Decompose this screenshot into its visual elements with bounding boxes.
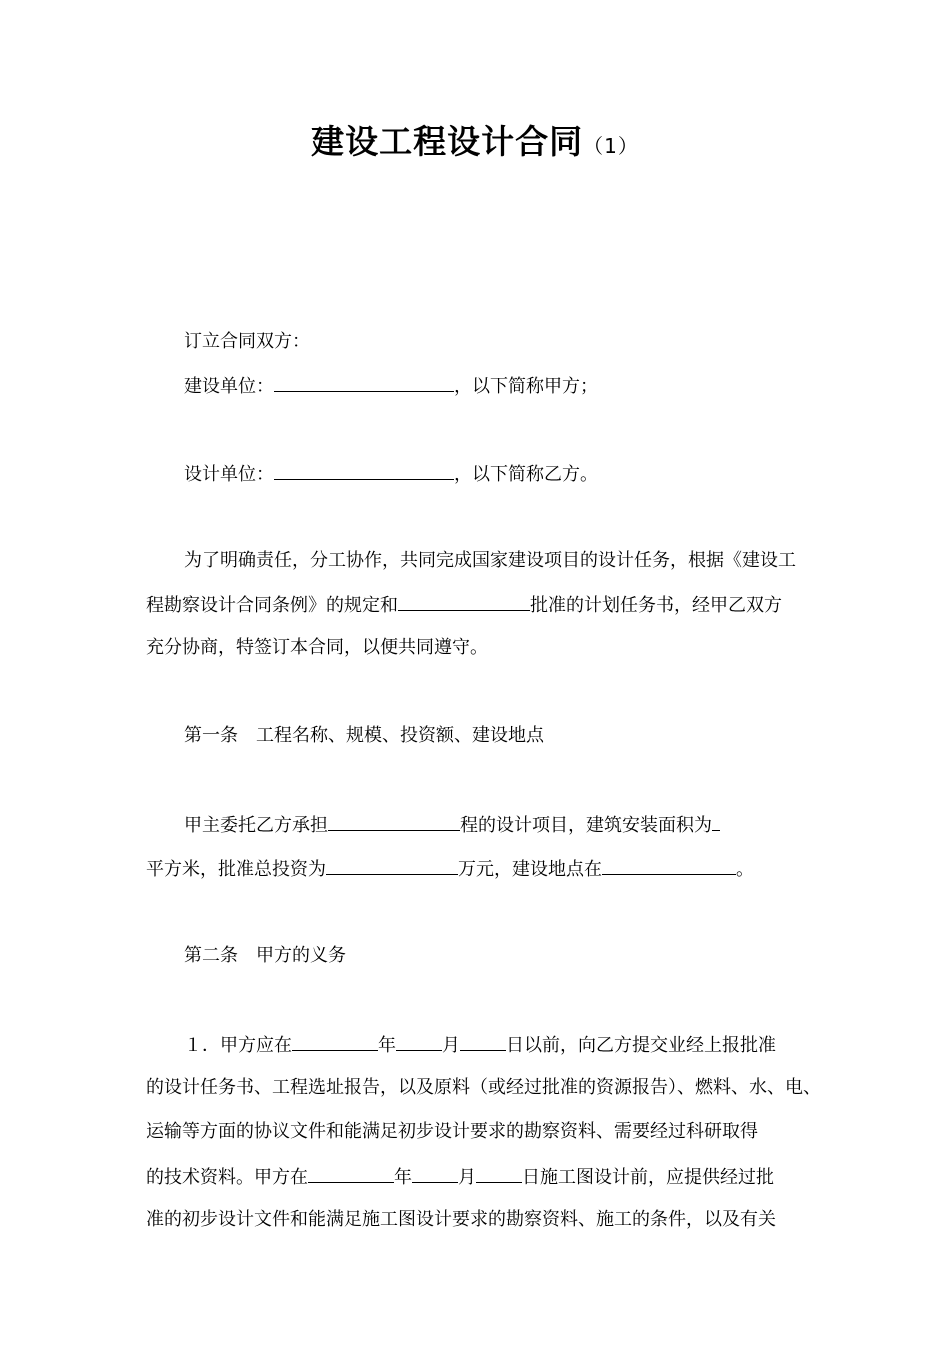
- project-name-blank[interactable]: [328, 812, 460, 831]
- item-1-day-blank[interactable]: [460, 1032, 506, 1051]
- party-b-suffix: ，以下简称乙方。: [454, 464, 598, 485]
- article-1-line-2-a: 平方米，批准总投资为: [146, 859, 326, 880]
- item-1-line-1-b: 日以前，向乙方提交业经上报批准: [506, 1035, 776, 1056]
- item-1-line-4-b: 日施工图设计前，应提供经过批: [522, 1167, 774, 1188]
- item-1-line-4-month-blank[interactable]: [412, 1164, 458, 1183]
- article-1-title: 工程名称、规模、投资额、建设地点: [256, 725, 544, 746]
- title-text: 建设工程设计合同: [311, 122, 584, 161]
- article-1-line-1: [184, 812, 720, 838]
- item-1-year-blank[interactable]: [292, 1032, 378, 1051]
- title-suffix: （1）: [583, 134, 639, 158]
- item-1-month-label: 月: [442, 1035, 460, 1056]
- preamble-line-3: 充分协商，特签订本合同，以便共同遵守。: [146, 637, 488, 658]
- preamble-line-1: 为了明确责任，分工协作，共同完成国家建设项目的设计任务，根据《建设工: [184, 550, 796, 571]
- item-1-line-4-year-label: 年: [394, 1167, 412, 1188]
- article-2-item-1-line-3: 运输等方面的协议文件和能满足初步设计要求的勘察资料、需要经过科研取得: [146, 1121, 758, 1142]
- preamble-approver-blank[interactable]: [398, 592, 530, 611]
- article-2-item-1-line-5: 准的初步设计文件和能满足施工图设计要求的勘察资料、施工的条件，以及有关: [146, 1209, 776, 1230]
- item-1-month-blank[interactable]: [396, 1032, 442, 1051]
- investment-blank[interactable]: [326, 856, 458, 875]
- party-a-line: [184, 373, 598, 399]
- item-1-line-1-a: １．甲方应在: [184, 1035, 292, 1056]
- party-b-label: 设计单位：: [184, 464, 274, 485]
- party-a-blank[interactable]: [274, 373, 454, 392]
- article-1-heading: [184, 724, 544, 748]
- article-2-item-1-line-2: 的设计任务书、工程选址报告，以及原料（或经过批准的资源报告）、燃料、水、电、: [146, 1077, 821, 1098]
- party-a-suffix: ，以下简称甲方；: [454, 376, 598, 397]
- article-1-line-1-a: 甲主委托乙方承担: [184, 815, 328, 836]
- item-1-line-4-a: 的技术资料。甲方在: [146, 1167, 308, 1188]
- article-2-title: 甲方的义务: [256, 945, 346, 966]
- item-1-year-label: 年: [378, 1035, 396, 1056]
- article-2-item-1-line-4: [146, 1164, 774, 1190]
- article-1-number: 第一条: [184, 725, 238, 746]
- document-title: [0, 116, 950, 163]
- article-2-heading: [184, 944, 346, 968]
- location-blank[interactable]: [602, 856, 736, 875]
- article-1-line-1-b: 程的设计项目，建筑安装面积为: [460, 815, 712, 836]
- article-1-line-2-b: 万元，建设地点在: [458, 859, 602, 880]
- preamble-line-2-b: 批准的计划任务书，经甲乙双方: [530, 595, 782, 616]
- item-1-line-4-day-blank[interactable]: [476, 1164, 522, 1183]
- area-blank[interactable]: [712, 812, 720, 831]
- party-b-blank[interactable]: [274, 461, 454, 480]
- preamble-line-2: [146, 592, 782, 618]
- item-1-line-4-year-blank[interactable]: [308, 1164, 394, 1183]
- parties-heading: 订立合同双方：: [184, 331, 310, 352]
- article-2-item-1-line-1: [184, 1032, 776, 1058]
- item-1-line-4-month-label: 月: [458, 1167, 476, 1188]
- preamble-line-2-a: 程勘察设计合同条例》的规定和: [146, 595, 398, 616]
- party-b-line: [184, 461, 598, 487]
- article-2-number: 第二条: [184, 945, 238, 966]
- article-1-line-2-c: 。: [736, 859, 754, 880]
- party-a-label: 建设单位：: [184, 376, 274, 397]
- article-1-line-2: [146, 856, 754, 882]
